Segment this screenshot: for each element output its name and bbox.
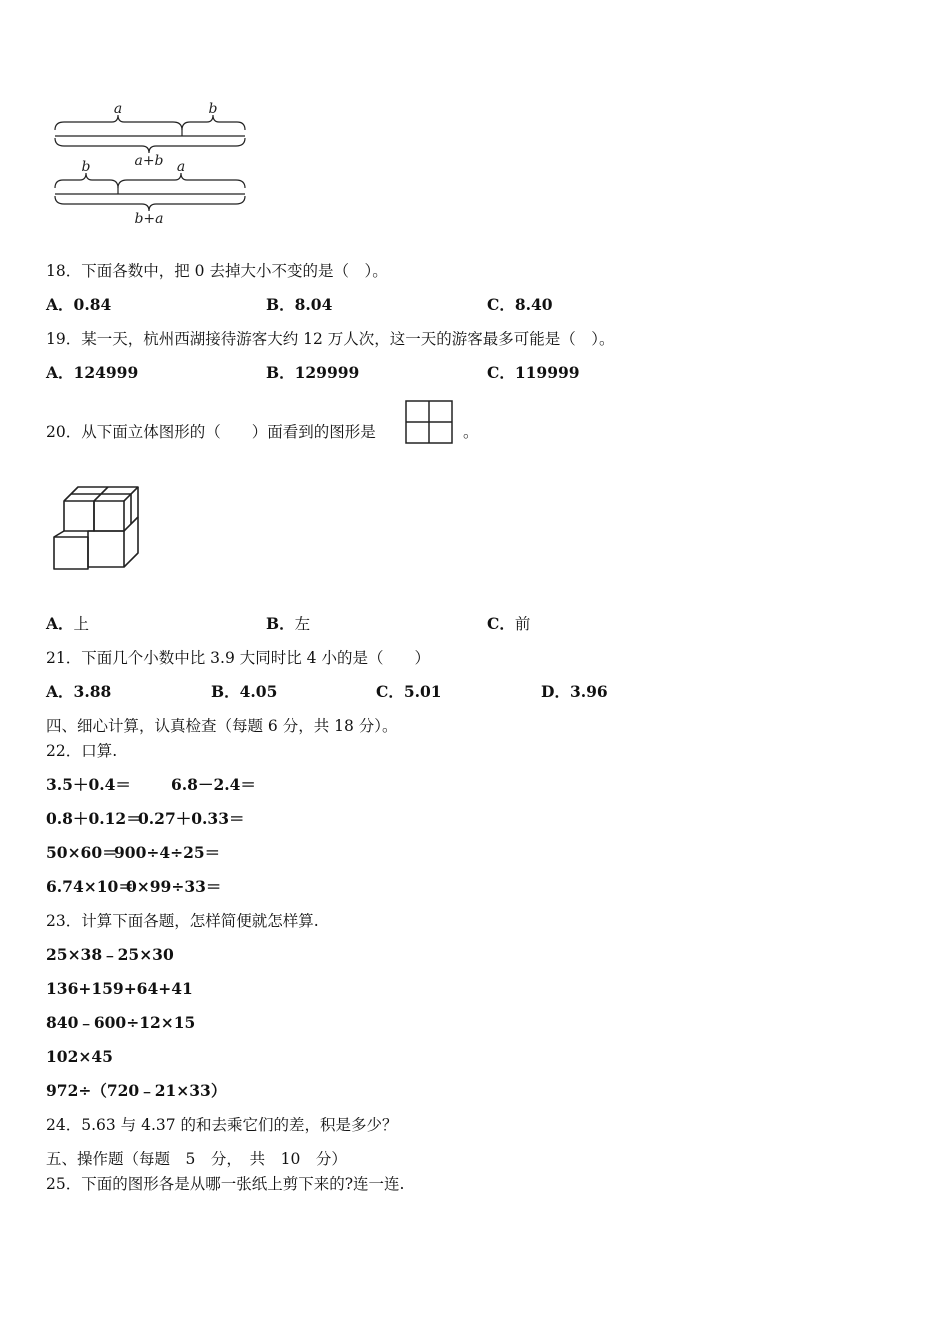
option-letter: B． [266, 614, 295, 633]
option-letter: A． [46, 363, 74, 382]
option-letter: D． [541, 682, 570, 701]
q20-stem: 20．从下面立体图形的（ ）面看到的图形是 [46, 423, 376, 441]
q23-item-1: 25×38﹣25×30 [46, 945, 174, 964]
brace-b-bottom [55, 173, 118, 188]
option-text: 上 [73, 615, 90, 633]
q21-option-d[interactable] [541, 682, 608, 702]
label-b-top: b [208, 101, 218, 117]
option-text: 5.01 [403, 682, 442, 701]
q19-option-b[interactable] [266, 363, 359, 383]
q20-option-b[interactable] [266, 614, 310, 634]
label-sum-top: a+b [134, 153, 164, 169]
q20-option-c[interactable] [487, 614, 530, 634]
label-a-top: a [113, 101, 123, 117]
option-text: 3.88 [73, 682, 112, 701]
q22-row-1-b: 6.8－2.4＝ [171, 775, 256, 794]
q23-item-4: 102×45 [46, 1047, 113, 1066]
option-letter: C． [487, 363, 515, 382]
q21-option-c[interactable] [376, 682, 442, 702]
q22-row-1-a: 3.5＋0.4＝ [46, 775, 131, 794]
option-text: 8.40 [514, 295, 553, 314]
option-letter: C． [487, 614, 515, 633]
brace-b-top [182, 115, 245, 130]
brace-sum-top [55, 138, 245, 153]
label-a-bottom: a [176, 159, 186, 175]
q21-stem: 21．下面几个小数中比 3.9 大同时比 4 小的是（ ） [46, 649, 430, 667]
option-letter: A． [46, 614, 74, 633]
q22-stem: 22．口算. [46, 742, 118, 760]
q19-option-c[interactable] [487, 363, 580, 383]
q19-option-a[interactable] [46, 363, 138, 383]
q21-option-b[interactable] [211, 682, 277, 702]
option-text: 119999 [514, 363, 580, 382]
option-letter: A． [46, 682, 74, 701]
q20-stem-end: 。 [463, 423, 479, 441]
section4-heading: 四、细心计算，认真检查（每题 6 分，共 18 分）。 [46, 717, 398, 735]
brace-diagram [50, 98, 250, 228]
option-letter: C． [487, 295, 515, 314]
q21-option-a[interactable] [46, 682, 111, 702]
q18-option-b[interactable] [266, 295, 332, 315]
q22-row-2-a: 0.8＋0.12＝ [46, 809, 142, 828]
option-letter: A． [46, 295, 74, 314]
option-text: 3.96 [569, 682, 608, 701]
cube-stack-figure [50, 483, 145, 573]
q18-stem: 18．下面各数中，把 0 去掉大小不变的是（ ）。 [46, 262, 388, 280]
view-grid-icon [405, 400, 453, 444]
q22-row-3-a: 50×60＝ [46, 843, 118, 862]
brace-a-bottom [118, 173, 245, 188]
q22-row-4-a: 6.74×10＝ [46, 877, 134, 896]
q18-option-c[interactable] [487, 295, 553, 315]
q22-row-2-b: 0.27＋0.33＝ [138, 809, 245, 828]
option-text: 124999 [73, 363, 139, 382]
option-letter: B． [211, 682, 240, 701]
label-b-bottom: b [81, 159, 91, 175]
option-letter: B． [266, 295, 295, 314]
option-text: 左 [294, 615, 311, 633]
q19-stem: 19．某一天，杭州西湖接待游客大约 12 万人次，这一天的游客最多可能是（ ）。 [46, 330, 615, 348]
q24-stem: 24．5.63 与 4.37 的和去乘它们的差，积是多少？ [46, 1116, 398, 1134]
option-letter: B． [266, 363, 295, 382]
option-text: 129999 [294, 363, 360, 382]
section5-heading: 五、操作题（每题 5 分， 共 10 分） [46, 1150, 347, 1168]
q25-stem: 25．下面的图形各是从哪一张纸上剪下来的?连一连. [46, 1175, 405, 1193]
q22-row-4-b: 0×99÷33＝ [126, 877, 222, 896]
q23-item-5: 972÷（720﹣21×33） [46, 1081, 227, 1100]
option-text: 8.04 [294, 295, 333, 314]
option-text: 4.05 [239, 682, 278, 701]
q22-row-3-b: 900÷4÷25＝ [114, 843, 221, 862]
brace-sum-bottom [55, 196, 245, 211]
q23-stem: 23．计算下面各题，怎样简便就怎样算. [46, 912, 319, 930]
option-text: 前 [514, 615, 531, 633]
brace-a-top [55, 115, 182, 130]
option-text: 0.84 [73, 295, 112, 314]
q18-option-a[interactable] [46, 295, 111, 315]
label-sum-bottom: b+a [134, 211, 164, 227]
option-letter: C． [376, 682, 404, 701]
q23-item-2: 136+159+64+41 [46, 979, 193, 998]
q20-option-a[interactable] [46, 614, 89, 634]
q23-item-3: 840﹣600÷12×15 [46, 1013, 196, 1032]
